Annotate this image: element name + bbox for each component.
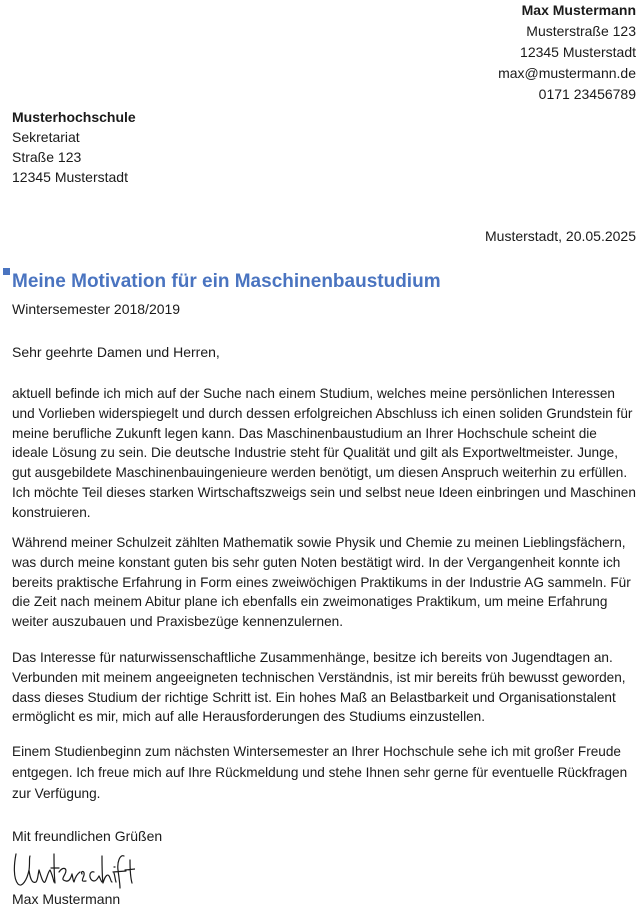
recipient-street: Straße 123	[12, 149, 82, 165]
letter-subject: Meine Motivation für ein Maschinenbaustudium	[12, 271, 441, 292]
sender-name: Max Mustermann	[521, 2, 636, 18]
sender-phone: 0171 23456789	[538, 86, 636, 102]
heading-marker-icon	[3, 268, 10, 275]
closing-phrase: Mit freundlichen Grüßen	[12, 828, 163, 844]
recipient-city: 12345 Musterstadt	[12, 169, 128, 185]
recipient-organization: Musterhochschule	[12, 109, 136, 125]
signer-name: Max Mustermann	[12, 891, 121, 907]
recipient-block	[12, 107, 136, 187]
letter-date: Musterstadt, 20.05.2025	[485, 228, 636, 244]
letter-subtitle: Wintersemester 2018/2019	[12, 301, 181, 317]
recipient-department: Sekretariat	[12, 129, 80, 145]
handwritten-signature	[10, 848, 135, 892]
sender-street: Musterstraße 123	[526, 23, 636, 39]
sender-email: max@mustermann.de	[498, 65, 636, 81]
body-paragraph-4: Einem Studienbeginn zum nächsten Wintersemester an Ihrer Hochschule sehe ich mit großer Freude entgegen. Ich freue mich auf Ihre Rückmeldung und stehe Ihnen sehr gerne für eventuelle Rückfragen zur Verfügung.	[12, 744, 628, 801]
body-paragraph-3: Das Interesse für naturwissenschaftliche Zusammenhänge, besitze ich bereits von Jugendtagen an. Verbunden mit meinem angeeigneten technischen Verständnis, ist mir bereits früh bewusst geworden, dass dieses Studium der richtige Schritt ist. Ein hohes Maß an Belastbarkeit und Organisationstalent ermöglicht es mir, mich auf alle Herausforderungen des Studiums einzustellen.	[12, 650, 626, 725]
salutation: Sehr geehrte Damen und Herren,	[12, 344, 220, 360]
body-paragraph-2: Während meiner Schulzeit zählten Mathematik sowie Physik und Chemie zu meinen Lieblingsfächern, was durch meine konstant guten bis sehr guten Noten bestätigt wird. In der Vergangenheit konnte ich bereits praktische Erfahrung in Form eines zweiwöchigen Praktikums in der Industrie AG sammeln. Für die Zeit nach meinem Abitur plane ich ebenfalls ein zweimonatiges Praktikum, um meine Erfahrung weiter auszubauen und Praxisbezüge kennenzulernen.	[12, 535, 631, 630]
body-paragraph-1: aktuell befinde ich mich auf der Suche nach einem Studium, welches meine persönlichen Interessen und Vorlieben widerspiegelt und durch dessen erfolgreichen Abschluss ich einen soliden Grundstein für meine berufliche Zukunft legen kann. Das Maschinenbaustudium an Ihrer Hochschule scheint die ideale Lösung zu sein. Die deutsche Industrie steht für Qualität und gilt als Exportweltmeister. Junge, gut ausgebildete Maschinenbauingenieure werden benötigt, um diesen Anspruch weiterhin zu erfüllen. Ich möchte Teil dieses starken Wirtschaftszweigs sein und selbst neue Ideen einbringen und Maschinen konstruieren.	[12, 386, 636, 520]
sender-city: 12345 Musterstadt	[520, 44, 636, 60]
sender-block	[498, 0, 636, 105]
